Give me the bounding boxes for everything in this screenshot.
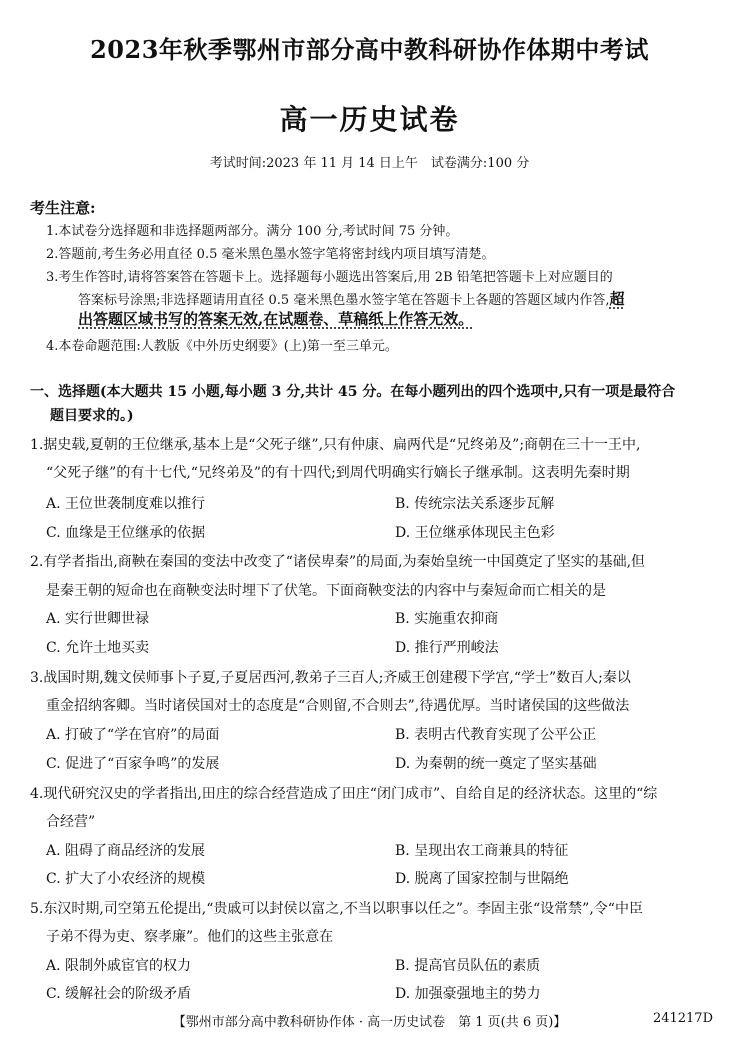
question-3-option-c: C. 促进了“百家争鸣”的发展 <box>46 756 220 772</box>
exam-subtitle: 高一历史试卷 <box>279 103 460 136</box>
question-1-option-a: A. 王位世袭制度难以推行 <box>46 496 206 512</box>
notice-item-4: 4.本卷命题范围:人教版《中外历史纲要》(上)第一至三单元。 <box>46 339 398 354</box>
question-4-stem: 4.现代研究汉史的学者指出,田庄的综合经营造成了田庄“闭门成市”、自给自足的经济状态。这里的“综 <box>30 786 658 802</box>
question-2-option-b: B. 实施重农抑商 <box>395 611 499 627</box>
question-2-option-c: C. 允许土地买卖 <box>46 640 150 656</box>
exam-title: 2023年秋季鄂州市部分高中教科研协作体期中考试 <box>90 35 649 64</box>
question-4-option-d: D. 脱离了国家控制与世隔绝 <box>395 871 569 887</box>
question-4-option-c: C. 扩大了小农经济的规模 <box>46 871 206 887</box>
notice-item-1: 1.本试卷分选择题和非选择题两部分。满分 100 分,考试时间 75 分钟。 <box>46 224 459 239</box>
question-3-option-b: B. 表明古代教育实现了公平公正 <box>395 727 597 743</box>
question-3-option-d: D. 为秦朝的统一奠定了坚实基础 <box>395 756 597 772</box>
question-5-option-d: D. 加强豪强地主的势力 <box>395 986 541 1002</box>
question-3-stem-cont: 重金招纳客卿。当时诸侯国对士的态度是“合则留,不合则去”,待遇优厚。当时诸侯国的这些做法 <box>46 698 630 714</box>
question-2-option-a: A. 实行世卿世禄 <box>46 611 150 627</box>
question-3-stem: 3.战国时期,魏文侯师事卜子夏,子夏居西河,教弟子三百人;齐威王创建稷下学宫,“学士”数百人;秦以 <box>30 670 631 686</box>
exam-info: 考试时间:2023 年 11 月 14 日上午 试卷满分:100 分 <box>209 156 530 171</box>
question-5-option-c: C. 缓解社会的阶级矛盾 <box>46 986 192 1002</box>
question-5-stem-cont: 子弟不得为吏、察孝廉”。他们的这些主张意在 <box>46 929 334 945</box>
question-2-stem-cont: 是秦王朝的短命也在商鞅变法时埋下了伏笔。下面商鞅变法的内容中与秦短命而亡相关的是 <box>46 583 606 599</box>
question-4-option-b: B. 呈现出农工商兼具的特征 <box>395 843 569 859</box>
question-1-stem-cont: “父死子继”的有十七代,“兄终弟及”的有十四代;到周代明确实行嫡长子继承制。这表明先秦时期 <box>46 465 630 481</box>
question-5-option-b: B. 提高官员队伍的素质 <box>395 958 541 974</box>
notice-item-3-emphasis-a: 超 <box>609 290 625 308</box>
question-1-option-d: D. 王位继承体现民主色彩 <box>395 525 555 541</box>
question-1-option-b: B. 传统宗法关系逐步瓦解 <box>395 496 555 512</box>
question-3-option-a: A. 打破了“学在官府”的局面 <box>46 727 220 743</box>
question-2-stem: 2.有学者指出,商鞅在秦国的变法中改变了“诸侯卑秦”的局面,为秦始皇统一中国奠定了坚实的基础,但 <box>30 554 646 570</box>
notice-item-2: 2.答题前,考生务必用直径 0.5 毫米黑色墨水签字笔将密封线内项目填写清楚。 <box>46 247 495 262</box>
question-5-stem: 5.东汉时期,司空第五伦提出,“贵戚可以封侯以富之,不当以职事以任之”。李固主张“设常禁”,令“中臣 <box>30 901 643 917</box>
paper-code: 241217D <box>652 1011 713 1026</box>
question-1-option-c: C. 血缘是王位继承的依据 <box>46 525 206 541</box>
question-4-stem-cont: 合经营” <box>46 814 96 830</box>
notice-item-3-text: 答案标号涂黑;非选择题请用直径 0.5 毫米黑色墨水签字笔在答题卡上各题的答题区域内作答, <box>78 293 610 308</box>
question-5-option-a: A. 限制外戚宦官的权力 <box>46 958 192 974</box>
question-2-option-d: D. 推行严刑峻法 <box>395 640 499 656</box>
section-heading: 一、选择题(本大题共 15 小题,每小题 3 分,共计 45 分。在每小题列出的四个选项中,只有一项是最符合 <box>30 384 676 400</box>
notice-heading: 考生注意: <box>30 199 96 217</box>
section-heading-cont: 题目要求的。) <box>50 408 134 424</box>
question-4-option-a: A. 阻碍了商品经济的发展 <box>46 843 206 859</box>
page-footer: 【鄂州市部分高中教科研协作体 · 高一历史试卷 第 1 页(共 6 页)】 <box>172 1015 567 1030</box>
question-1-stem: 1.据史载,夏朝的王位继承,基本上是“父死子继”,只有仲康、扁两代是“兄终弟及”;商朝在三十一王中, <box>30 437 641 453</box>
notice-item-3-emphasis-b: 出答题区域书写的答案无效,在试题卷、草稿纸上作答无效。 <box>78 310 474 328</box>
notice-item-3: 3.考生作答时,请将答案答在答题卡上。选择题每小题选出答案后,用 2B 铅笔把答题卡上对应题目的 <box>46 270 613 285</box>
notice-item-3-cont <box>78 288 624 309</box>
